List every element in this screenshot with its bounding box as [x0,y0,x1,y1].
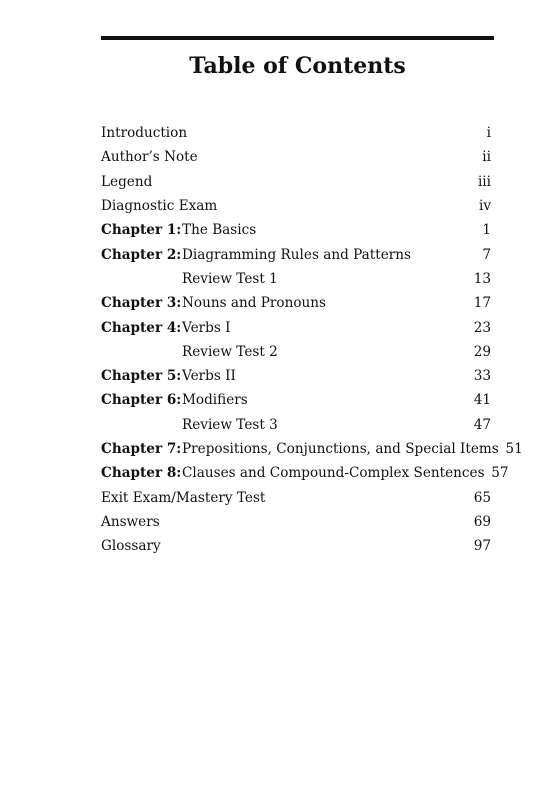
toc-page-number: iv [478,198,491,215]
toc-list [101,121,523,558]
toc-entry-label [101,392,467,408]
toc-entry-title: Clauses and Compound-Complex Sentences [182,465,485,482]
toc-entry[interactable] [101,315,491,339]
toc-entry[interactable] [101,145,491,169]
toc-entry-label [101,417,467,433]
toc-entry[interactable] [101,340,491,364]
toc-entry[interactable] [101,510,491,534]
toc-entry[interactable] [101,242,491,266]
chapter-number: Chapter 8: [101,465,182,482]
chapter-number: Chapter 3: [101,295,182,312]
toc-entry[interactable] [101,388,491,412]
toc-entry[interactable] [101,485,491,509]
toc-entry-label [101,514,467,530]
toc-entry[interactable] [101,413,491,437]
toc-entry[interactable] [101,267,491,291]
toc-entry-label [101,465,485,481]
toc-entry-title: Author’s Note [101,149,198,166]
toc-page-number: 7 [482,246,491,263]
toc-page-number: 69 [473,513,491,530]
toc-entry-label [101,174,467,190]
toc-entry-title: Introduction [101,125,188,142]
chapter-number: Chapter 1: [101,222,182,239]
toc-entry-title: The Basics [182,222,257,239]
toc-entry-label [101,490,467,506]
toc-entry-label [101,271,467,287]
toc-entry-label [101,320,467,336]
toc-page-number: 47 [473,416,491,433]
toc-page-number: 65 [473,489,491,506]
toc-entry-label [101,295,467,311]
toc-entry-title: Exit Exam/Mastery Test [101,489,266,506]
toc-entry-title: Modifiers [182,392,248,409]
toc-entry[interactable] [101,121,491,145]
toc-page-number: ii [482,149,491,166]
toc-entry-title: Nouns and Pronouns [182,295,327,312]
page-title: Table of Contents [189,53,406,79]
toc-entry-title: Prepositions, Conjunctions, and Special Items [182,441,499,457]
top-rule [101,36,494,40]
toc-entry-title: Glossary [101,538,161,555]
toc-page-number: 13 [473,270,491,287]
toc-page-number: iii [477,173,491,190]
toc-entry-label [101,149,467,165]
toc-entry-label [101,344,467,360]
toc-entry-label [101,198,467,214]
toc-page-number: 33 [473,368,491,385]
toc-entry-title: Verbs I [182,319,231,336]
toc-entry-label [101,125,467,141]
toc-page-number: 1 [482,222,491,239]
toc-entry[interactable] [101,170,491,194]
toc-entry-title: Review Test 3 [182,416,278,433]
toc-entry-label [101,538,467,554]
toc-entry-title: Legend [101,173,153,190]
toc-page-number: 29 [473,343,491,360]
toc-entry-title: Diagramming Rules and Patterns [182,246,411,263]
toc-entry[interactable] [101,218,491,242]
toc-entry-title: Verbs II [182,368,236,385]
toc-page-number: 41 [473,392,491,409]
toc-entry-title: Review Test 1 [182,270,278,287]
toc-entry-label [101,441,499,457]
toc-entry-title: Review Test 2 [182,343,278,360]
toc-page-number: 57 [491,465,509,482]
toc-page-number: 23 [473,319,491,336]
toc-entry-label [101,247,467,263]
toc-page-number: 17 [473,295,491,312]
toc-entry[interactable] [101,194,491,218]
toc-entry-title: Diagnostic Exam [101,198,218,215]
toc-page-number: i [486,125,491,142]
toc-entry[interactable] [101,291,491,315]
toc-entry[interactable] [101,364,491,388]
chapter-number: Chapter 4: [101,319,182,336]
chapter-number: Chapter 6: [101,392,182,409]
toc-entry-label [101,368,467,384]
toc-entry-title: Answers [101,513,160,530]
toc-entry-label [101,222,467,238]
toc-entry[interactable] [101,437,523,461]
chapter-number: Chapter 5: [101,368,182,385]
toc-entry[interactable] [101,461,509,485]
toc-entry[interactable] [101,534,491,558]
chapter-number: Chapter 2: [101,246,182,263]
chapter-number: Chapter 7: [101,441,182,457]
toc-page-number: 97 [473,538,491,555]
toc-page-number: 51 [505,441,523,457]
